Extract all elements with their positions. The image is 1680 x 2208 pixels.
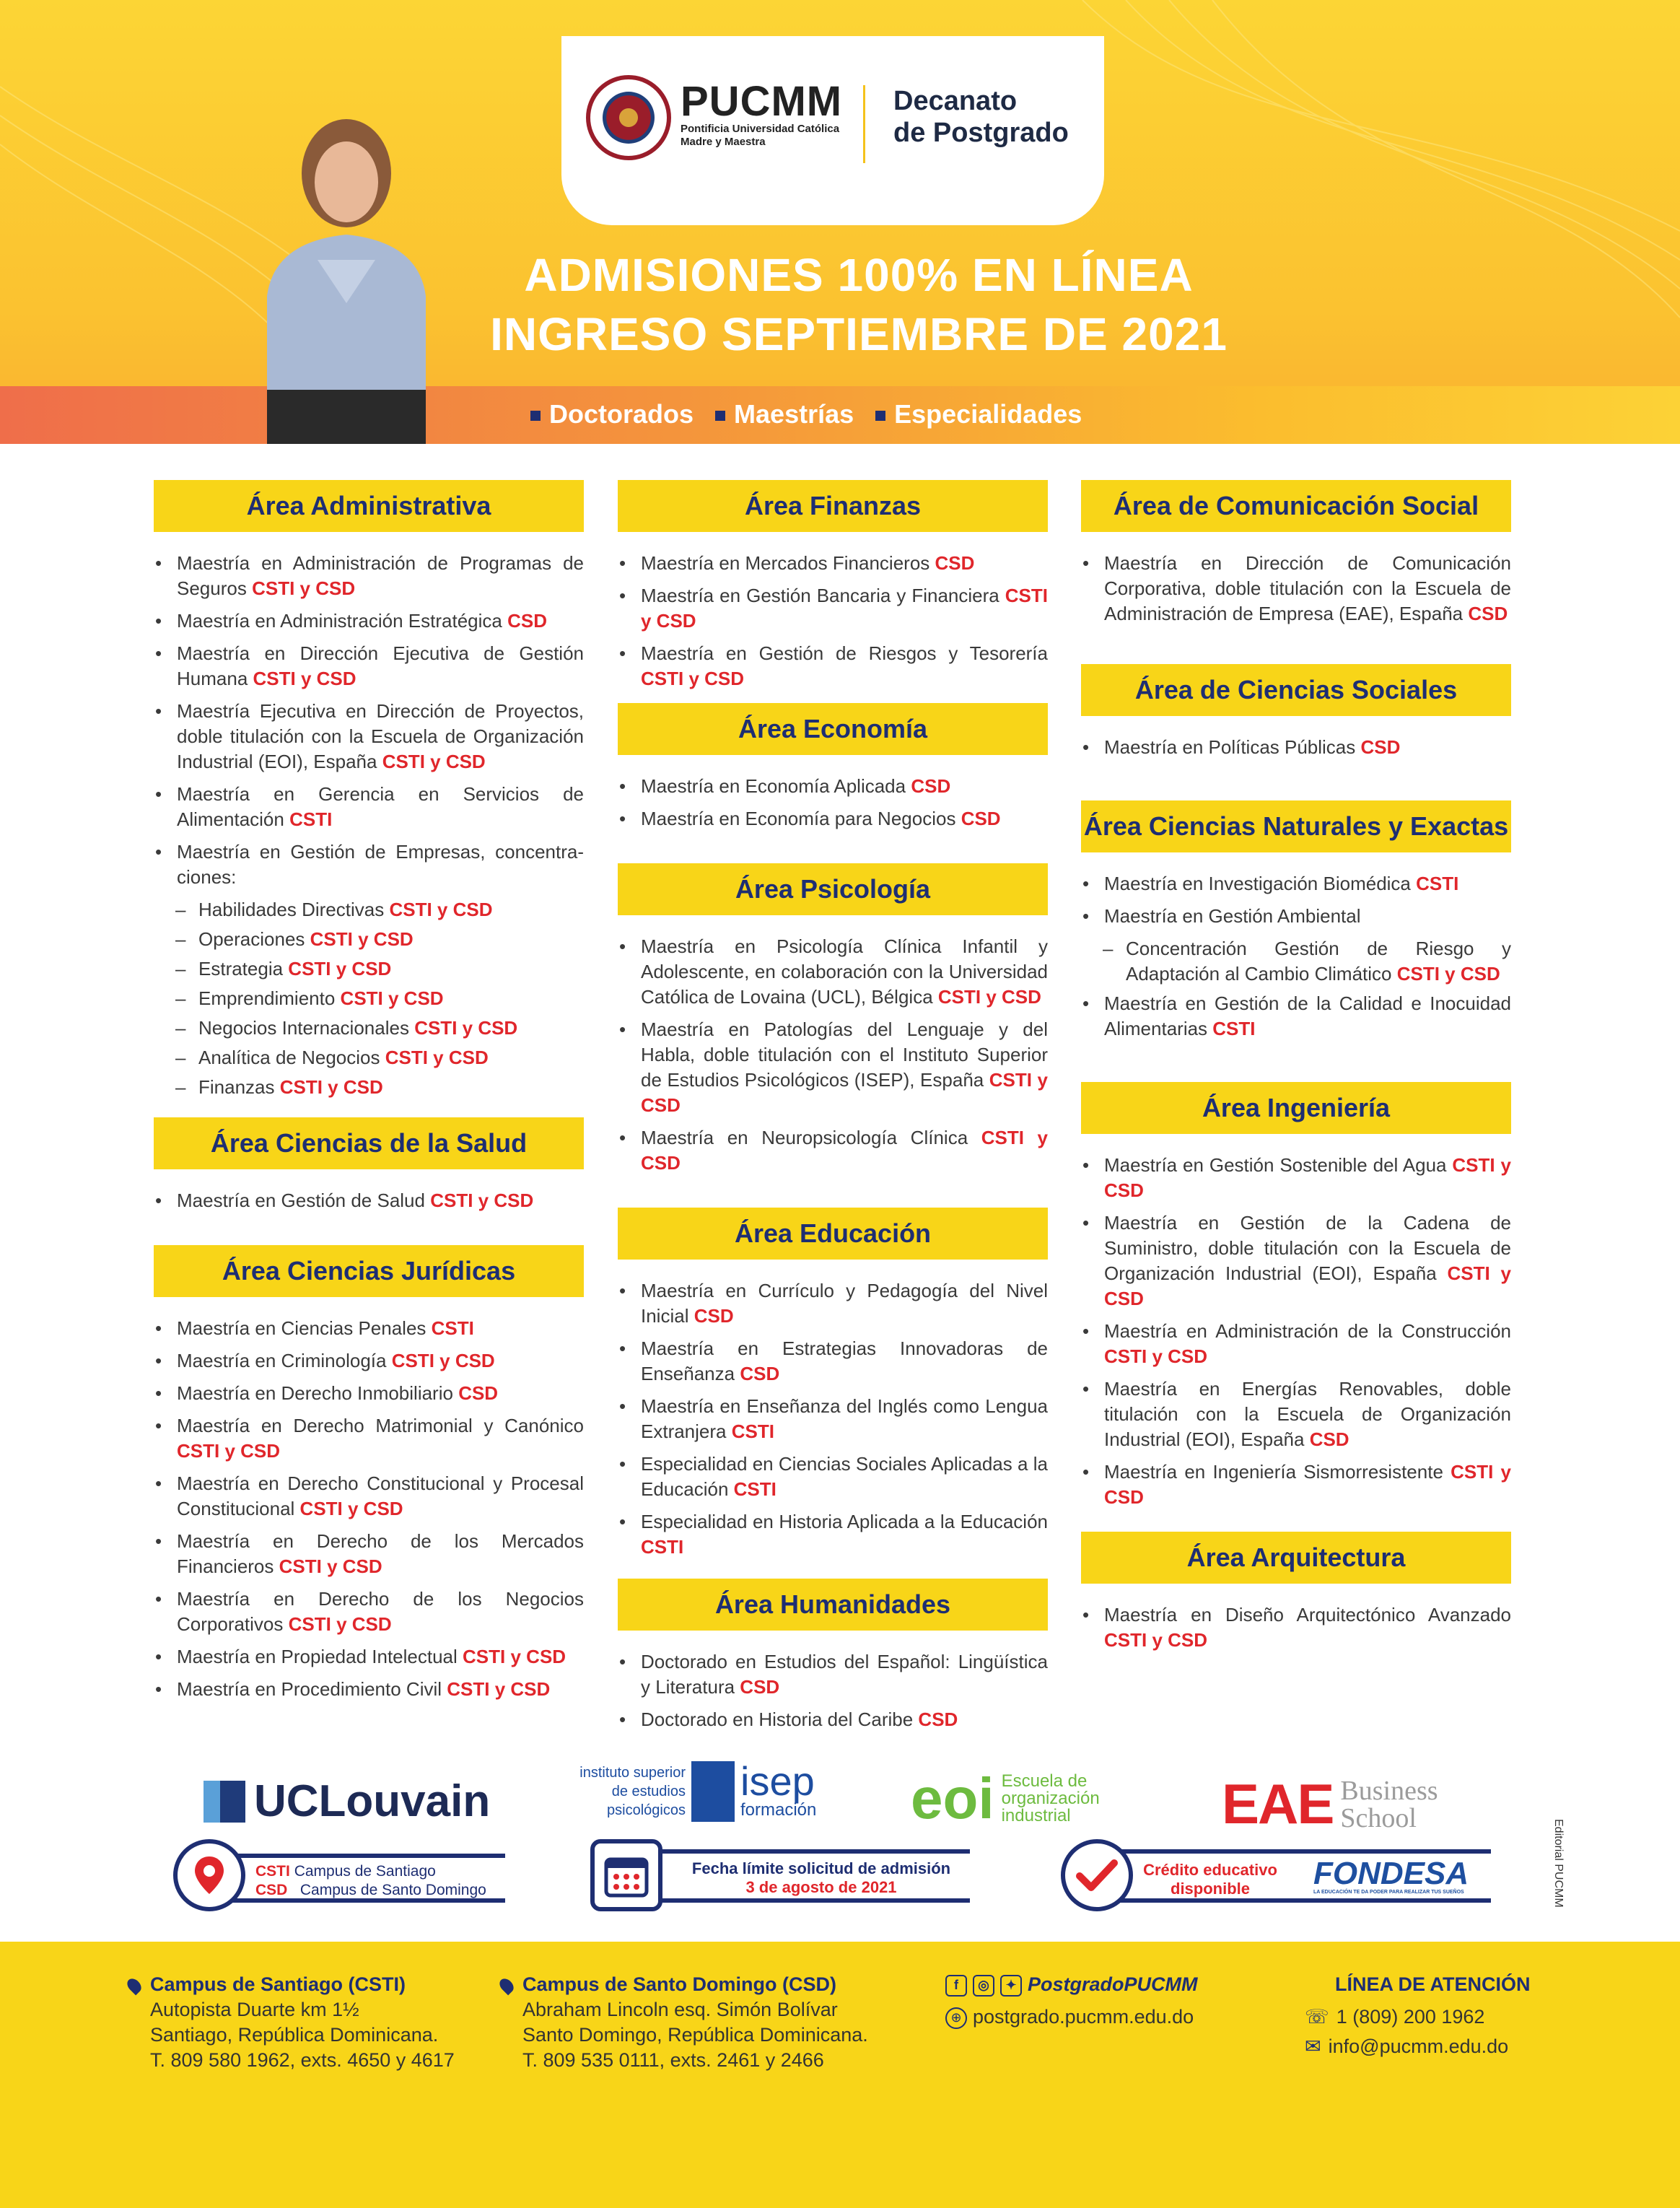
website-link[interactable]: postgrado.pucmm.edu.do — [973, 2006, 1194, 2028]
santiago-address-1: Autopista Duarte km 1½ — [150, 1999, 359, 2020]
footer-santo-domingo — [501, 1972, 868, 2073]
list-item: • Maestría en Dirección de Comunicación Corporativa, doble titulación con la Escuela de Administración de Empresa (EAE), España CSD — [1081, 551, 1511, 627]
list-item: • Maestría en Neuropsicología Clínica CSTI y CSD — [618, 1125, 1048, 1176]
list-item: • Maestría en Gestión de Salud CSTI y CSD — [154, 1188, 584, 1213]
area-title: Área Finanzas — [618, 480, 1048, 532]
area-title: Área Psicología — [618, 863, 1048, 915]
deadline-line-bottom — [626, 1898, 970, 1903]
sd-title: Campus de Santo Domingo (CSD) — [522, 1973, 837, 1995]
map-pin-icon — [173, 1839, 245, 1911]
campus-tag: CSD — [1309, 1428, 1349, 1450]
campus-tag: CSTI — [641, 1536, 684, 1558]
list-item: • Maestría en Estrategias Innovadoras de Enseñanza CSD — [618, 1336, 1048, 1387]
location-pin-icon — [497, 1976, 517, 1995]
campus-tag: CSTI y CSD — [340, 987, 444, 1009]
square-bullet-icon — [530, 411, 541, 421]
campus-tag: CSTI — [1416, 873, 1459, 894]
csd-tag: CSD — [255, 1882, 288, 1898]
area-humanidades — [618, 1579, 1048, 1732]
area-educacion — [618, 1208, 1048, 1560]
eoi-logo — [911, 1766, 1100, 1830]
credit-text — [1142, 1861, 1279, 1898]
list-item: • Maestría Ejecutiva en Dirección de Proyectos, doble titulación con la Escuela de Organización Industrial (EOI), España CSTI y CSD — [154, 699, 584, 774]
campus-tag: CSTI y CSD — [1104, 1262, 1511, 1309]
area-administrativa — [154, 480, 584, 1100]
program-maestrias: Maestrías — [715, 399, 854, 429]
credit-label-2: disponible — [1171, 1880, 1250, 1898]
list-item: • Maestría en Patologías del Lenguaje y del Habla, doble titulación con el Instituto Superior de Estudios Psicológicos (ISEP), España CSTI y CSD — [618, 1017, 1048, 1118]
area-title: Área Administrativa — [154, 480, 584, 532]
list-subitem: – Finanzas CSTI y CSD — [154, 1075, 584, 1100]
area-salud — [154, 1117, 584, 1213]
program-list — [1081, 551, 1511, 627]
university-seal-icon — [586, 75, 671, 160]
area-title: Área Ciencias de la Salud — [154, 1117, 584, 1169]
mail-icon: ✉ — [1305, 2035, 1321, 2057]
program-list — [1081, 735, 1511, 760]
campus-tag: CSTI y CSD — [252, 577, 356, 599]
isep-logo — [563, 1758, 817, 1822]
list-item: • Maestría en Derecho Matrimonial y Canónico CSTI y CSD — [154, 1413, 584, 1464]
square-bullet-icon — [715, 411, 725, 421]
deadline-line-top — [626, 1849, 970, 1854]
area-title: Área de Comunicación Social — [1081, 480, 1511, 532]
program-list — [1081, 1153, 1511, 1510]
list-item: • Maestría en Gerencia en Servicios de Alimentación CSTI — [154, 782, 584, 832]
sd-phone: T. 809 535 0111, exts. 2461 y 2466 — [522, 2049, 824, 2071]
globe-icon: ⊕ — [945, 2007, 967, 2029]
csd-label: Campus de Santo Domingo — [299, 1882, 486, 1898]
twitter-icon[interactable]: ✦ — [1000, 1975, 1022, 1997]
credit-line-bottom — [1097, 1898, 1491, 1903]
campus-tag: CSTI y CSD — [391, 1350, 495, 1371]
list-item: • Maestría en Energías Renovables, doble titulación con la Escuela de Organización Industrial (EOI), España CSD — [1081, 1376, 1511, 1452]
list-item: • Maestría en Administración de la Construcción CSTI y CSD — [1081, 1319, 1511, 1369]
title-line-1: ADMISIONES 100% EN LÍNEA — [524, 249, 1194, 301]
campus-tag: CSTI y CSD — [463, 1646, 566, 1667]
pucmm-logo — [681, 78, 843, 149]
footer — [0, 1942, 1680, 2208]
list-item: • Maestría en Economía para Negocios CSD — [618, 806, 1048, 832]
eae-name: EAE — [1222, 1772, 1334, 1836]
contact-title: LÍNEA DE ATENCIÓN — [1335, 1973, 1531, 1995]
program-types — [530, 399, 1082, 429]
list-item: • Maestría en Gestión de la Cadena de Suministro, doble titulación con la Escuela de Organización Industrial (EOI), España CSTI y CSD — [1081, 1210, 1511, 1312]
campus-tag: CSTI y CSD — [389, 899, 493, 920]
isep-name: isep — [740, 1758, 815, 1804]
uclouvain-name: UCLouvain — [254, 1776, 491, 1826]
campus-tag: CSTI y CSD — [937, 986, 1041, 1008]
logo-name: PUCMM — [681, 78, 843, 125]
eoi-name: eoi — [911, 1766, 994, 1830]
campus-tag: CSD — [961, 808, 1001, 829]
editorial-credit: Editorial PUCMM — [1552, 1819, 1565, 1908]
list-item: • Maestría en Criminología CSTI y CSD — [154, 1348, 584, 1374]
santiago-phone: T. 809 580 1962, exts. 4650 y 4617 — [150, 2049, 455, 2071]
csti-label: Campus de Santiago — [294, 1863, 436, 1880]
campus-tag: CSD — [1360, 736, 1401, 758]
list-item: • Maestría en Enseñanza del Inglés como Lengua Extranjera CSTI — [618, 1394, 1048, 1444]
list-subitem: – Analítica de Negocios CSTI y CSD — [154, 1045, 584, 1070]
partner-logos — [0, 1754, 1680, 1836]
campus-tag: CSTI y CSD — [310, 928, 414, 950]
list-item: • Maestría en Mercados Financieros CSD — [618, 551, 1048, 576]
campus-tag: CSD — [507, 610, 548, 632]
legend-line-top — [209, 1854, 505, 1858]
area-title: Área de Ciencias Sociales — [1081, 664, 1511, 716]
program-list — [1081, 871, 1511, 1042]
list-item: • Especialidad en Historia Aplicada a la Educación CSTI — [618, 1509, 1048, 1560]
campus-tag: CSD — [918, 1709, 958, 1730]
area-psicologia — [618, 863, 1048, 1176]
campus-tag: CSTI y CSD — [288, 958, 392, 979]
isep-mark-icon — [691, 1761, 735, 1822]
list-subitem: – Emprendimiento CSTI y CSD — [154, 986, 584, 1011]
list-item: • Maestría en Derecho Inmobiliario CSD — [154, 1381, 584, 1406]
list-item: • Maestría en Investigación Biomédica CSTI — [1081, 871, 1511, 896]
list-item: • Maestría en Administración de Programas de Seguros CSTI y CSD — [154, 551, 584, 601]
area-ingenieria — [1081, 1082, 1511, 1510]
campus-tag: CSD — [1468, 603, 1508, 624]
list-item: • Maestría en Gestión Ambiental — [1081, 904, 1511, 929]
campus-tag: CSTI y CSD — [447, 1678, 551, 1700]
campus-tag: CSTI y CSD — [414, 1017, 518, 1039]
list-item: • Maestría en Ciencias Penales CSTI — [154, 1316, 584, 1341]
area-arquitectura — [1081, 1532, 1511, 1653]
list-item: • Maestría en Derecho de los Mercados Financieros CSTI y CSD — [154, 1529, 584, 1579]
program-doctorados: Doctorados — [530, 399, 694, 429]
campus-tag: CSTI y CSD — [641, 668, 745, 689]
deadline-label: Fecha límite solicitud de admisión — [691, 1859, 951, 1877]
decanato-label — [893, 85, 1069, 149]
eae-subtitle: Business School — [1340, 1775, 1438, 1833]
program-list — [618, 1649, 1048, 1732]
uclouvain-mark-icon — [204, 1781, 245, 1823]
list-subitem: – Concentración Gestión de Riesgo y Adaptación al Cambio Climático CSTI y CSD — [1081, 936, 1511, 987]
program-list — [154, 1188, 584, 1213]
area-title: Área Humanidades — [618, 1579, 1048, 1631]
list-item: • Maestría en Políticas Públicas CSD — [1081, 735, 1511, 760]
legend-text — [255, 1862, 486, 1900]
area-title: Área Ciencias Naturales y Exactas — [1081, 800, 1511, 852]
eoi-subtitle: Escuela de organización industrial — [1001, 1771, 1100, 1825]
instagram-icon[interactable]: ◎ — [973, 1975, 994, 1997]
contact-email[interactable]: info@pucmm.edu.do — [1328, 2035, 1509, 2057]
area-juridicas — [154, 1245, 584, 1702]
column-1 — [154, 480, 584, 1709]
list-subitem: – Negocios Internacionales CSTI y CSD — [154, 1016, 584, 1041]
campus-tag: CSTI — [1212, 1018, 1256, 1039]
campus-tag: CSTI y CSD — [430, 1190, 534, 1211]
campus-tag: CSTI y CSD — [1104, 1461, 1511, 1508]
contact-phone[interactable]: 1 (809) 200 1962 — [1336, 2006, 1485, 2028]
list-item: • Maestría en Gestión Bancaria y Financiera CSTI y CSD — [618, 583, 1048, 634]
logo-subtitle-1: Pontificia Universidad Católica — [681, 123, 840, 135]
campus-tag: CSTI — [289, 808, 333, 830]
list-item: • Maestría en Economía Aplicada CSD — [618, 774, 1048, 799]
campus-tag: CSTI y CSD — [1104, 1154, 1511, 1201]
fondesa-logo — [1313, 1858, 1469, 1895]
csti-tag: CSTI — [255, 1863, 290, 1880]
list-item: • Especialidad en Ciencias Sociales Aplicadas a la Educación CSTI — [618, 1452, 1048, 1502]
campus-tag: CSTI y CSD — [299, 1498, 403, 1519]
campus-tag: CSTI y CSD — [279, 1076, 383, 1098]
deadline-date: 3 de agosto de 2021 — [745, 1878, 897, 1896]
campus-tag: CSTI y CSD — [385, 1047, 489, 1068]
footer-social — [945, 1972, 1198, 2030]
list-subitem: – Habilidades Directivas CSTI y CSD — [154, 897, 584, 922]
area-title: Área Educación — [618, 1208, 1048, 1260]
column-2 — [618, 480, 1048, 1740]
column-3 — [1081, 480, 1511, 1660]
list-item: • Maestría en Procedimiento Civil CSTI y CSD — [154, 1677, 584, 1702]
area-finanzas — [618, 480, 1048, 691]
footer-santiago — [128, 1972, 455, 2073]
campus-tag: CSD — [694, 1305, 734, 1327]
area-title: Área Ciencias Jurídicas — [154, 1245, 584, 1297]
checkmark-icon — [1061, 1839, 1133, 1911]
program-list — [154, 1316, 584, 1702]
santiago-title: Campus de Santiago (CSTI) — [150, 1973, 406, 1995]
campus-tag: CSTI y CSD — [382, 751, 486, 772]
area-comunicacion — [1081, 480, 1511, 627]
social-handle[interactable]: PostgradoPUCMM — [1028, 1973, 1198, 1995]
credit-info — [1061, 1839, 1494, 1919]
program-list — [618, 934, 1048, 1176]
fondesa-tagline: LA EDUCACIÓN TE DA PODER PARA REALIZAR TUS SUEÑOS — [1313, 1890, 1464, 1895]
campus-tag: CSD — [911, 775, 951, 797]
list-subitem: – Estrategia CSTI y CSD — [154, 956, 584, 982]
phone-icon: ☏ — [1305, 2006, 1329, 2028]
square-bullet-icon — [875, 411, 885, 421]
list-item: • Maestría en Derecho Constitucional y Procesal Constitucional CSTI y CSD — [154, 1471, 584, 1522]
title-line-2: INGRESO SEPTIEMBRE DE 2021 — [490, 308, 1228, 360]
area-naturales — [1081, 800, 1511, 1042]
campus-tag: CSD — [935, 552, 975, 574]
campus-tag: CSTI y CSD — [288, 1613, 392, 1635]
sd-address-2: Santo Domingo, República Dominicana. — [522, 2024, 868, 2046]
campus-tag: CSTI y CSD — [1396, 963, 1500, 985]
campus-tag: CSTI y CSD — [253, 668, 356, 689]
program-list — [1081, 1602, 1511, 1653]
program-list — [618, 1278, 1048, 1560]
credit-line-top — [1097, 1849, 1491, 1854]
area-title: Área Ingeniería — [1081, 1082, 1511, 1134]
location-pin-icon — [125, 1976, 144, 1995]
santiago-address-2: Santiago, República Dominicana. — [150, 2024, 439, 2046]
list-item: • Maestría en Gestión de Riesgos y Tesorería CSTI y CSD — [618, 641, 1048, 691]
isep-fullname: instituto superior de estudios psicológicos — [579, 1765, 686, 1818]
list-item: • Maestría en Gestión de la Calidad e Inocuidad Alimentarias CSTI — [1081, 991, 1511, 1042]
campus-tag: CSD — [740, 1363, 780, 1384]
logo-divider — [863, 85, 865, 163]
campus-tag: CSTI — [731, 1421, 774, 1442]
list-item: • Maestría en Propiedad Intelectual CSTI y CSD — [154, 1644, 584, 1670]
header-banner — [0, 0, 1680, 444]
campus-tag: CSTI y CSD — [641, 585, 1048, 632]
list-item: • Maestría en Ingeniería Sismorresistente CSTI y CSD — [1081, 1459, 1511, 1510]
list-item: • Maestría en Diseño Arquitectónico Avanzado CSTI y CSD — [1081, 1602, 1511, 1653]
area-sociales — [1081, 664, 1511, 760]
list-item: • Maestría en Dirección Ejecutiva de Gestión Humana CSTI y CSD — [154, 641, 584, 691]
campus-tag: CSTI — [431, 1317, 474, 1339]
campus-tag: CSTI y CSD — [279, 1555, 382, 1577]
deadline-text — [677, 1859, 966, 1897]
area-economia — [618, 703, 1048, 832]
credit-label-1: Crédito educativo — [1143, 1861, 1277, 1879]
program-list — [618, 551, 1048, 691]
campus-tag: CSD — [740, 1676, 780, 1698]
logo-subtitle-2: Madre y Maestra — [681, 136, 766, 148]
campus-tag: CSTI — [733, 1478, 776, 1500]
uclouvain-logo — [204, 1776, 490, 1827]
logo-card — [561, 36, 1104, 225]
isep-subtitle: formación — [740, 1800, 817, 1820]
footer-contact — [1305, 1972, 1531, 2059]
campus-tag: CSD — [458, 1382, 499, 1404]
campus-legend — [173, 1839, 505, 1919]
sd-address-1: Abraham Lincoln esq. Simón Bolívar — [522, 1999, 838, 2020]
list-item: • Doctorado en Estudios del Español: Lingüística y Literatura CSD — [618, 1649, 1048, 1700]
list-item: • Maestría en Gestión de Empresas, concentra-ciones: — [154, 839, 584, 890]
list-item: • Maestría en Gestión Sostenible del Agua CSTI y CSD — [1081, 1153, 1511, 1203]
campus-tag: CSTI y CSD — [1104, 1629, 1208, 1651]
list-item: • Maestría en Psicología Clínica Infantil y Adolescente, en colaboración con la Universidad Católica de Lovaina (UCL), Bélgica CSTI y CSD — [618, 934, 1048, 1010]
list-item: • Maestría en Currículo y Pedagogía del Nivel Inicial CSD — [618, 1278, 1048, 1329]
eae-logo — [1222, 1771, 1438, 1837]
campus-tag: CSTI y CSD — [641, 1127, 1048, 1174]
calendar-icon — [590, 1839, 662, 1911]
campus-tag: CSTI y CSD — [1104, 1345, 1208, 1367]
program-especialidades: Especialidades — [875, 399, 1082, 429]
list-item: • Doctorado en Historia del Caribe CSD — [618, 1707, 1048, 1732]
decanato-line-2: de Postgrado — [893, 118, 1069, 148]
area-title: Área Arquitectura — [1081, 1532, 1511, 1584]
area-title: Área Economía — [618, 703, 1048, 755]
list-item: • Maestría en Administración Estratégica CSD — [154, 608, 584, 634]
campus-tag: CSTI y CSD — [177, 1440, 281, 1462]
deadline-info — [590, 1839, 973, 1919]
program-list — [618, 774, 1048, 832]
decanato-line-1: Decanato — [893, 86, 1018, 116]
campus-tag: CSTI y CSD — [641, 1069, 1048, 1116]
program-list — [154, 551, 584, 1100]
facebook-icon[interactable]: f — [945, 1975, 967, 1997]
fondesa-name: FONDESA — [1313, 1856, 1469, 1891]
page-title — [404, 245, 1313, 364]
list-item: • Maestría en Derecho de los Negocios Corporativos CSTI y CSD — [154, 1587, 584, 1637]
list-subitem: – Operaciones CSTI y CSD — [154, 927, 584, 952]
